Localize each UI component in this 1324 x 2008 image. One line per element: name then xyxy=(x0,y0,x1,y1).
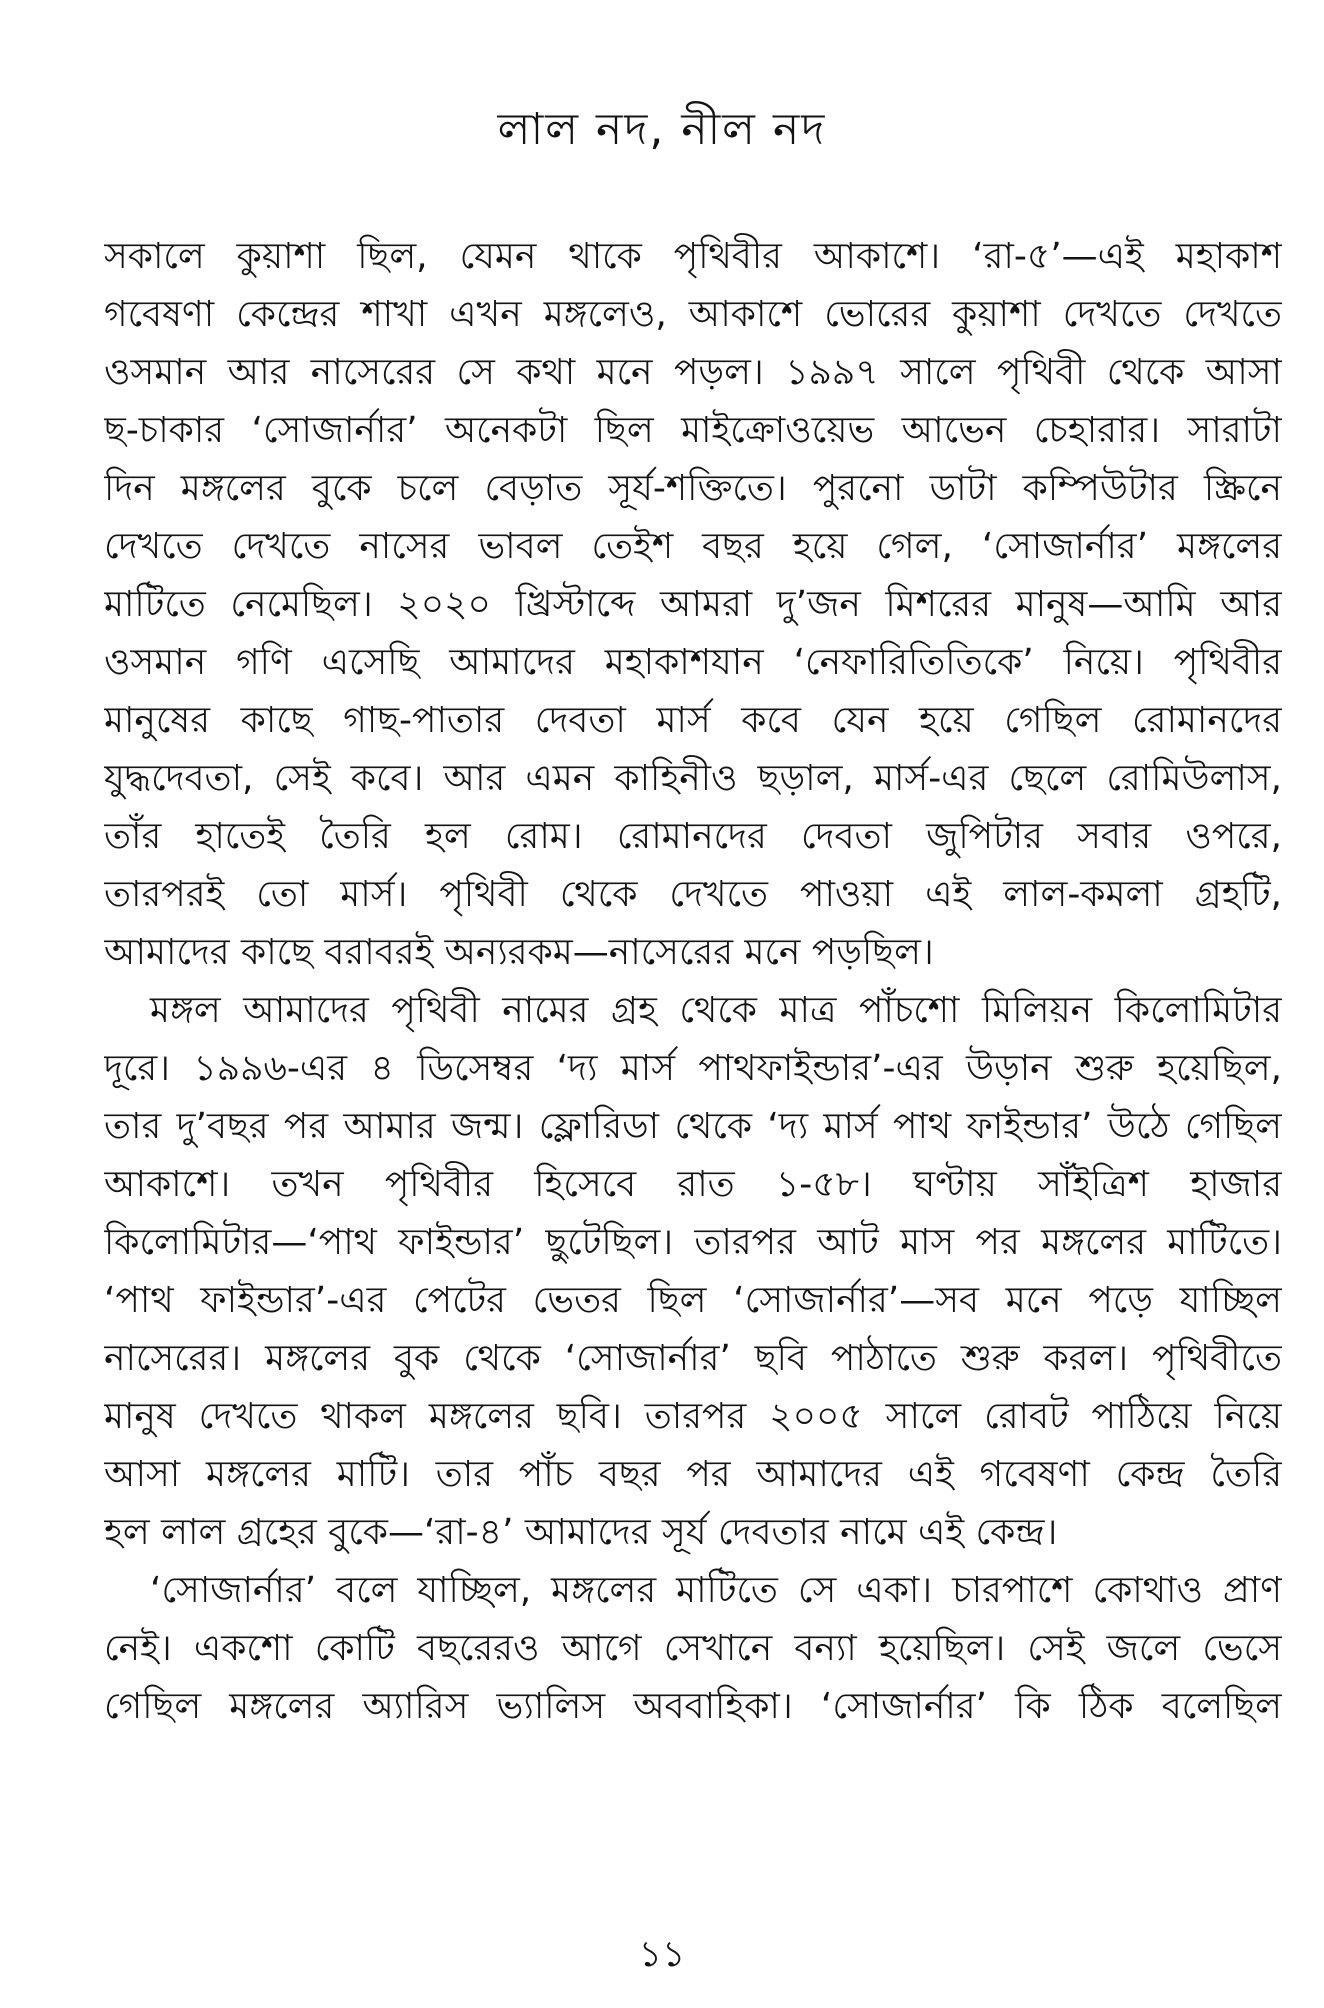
text-line: তার দু’বছর পর আমার জন্ম। ফ্লোরিডা থেকে ‘দ্য মার্স পাথ ফাইন্ডার’ উঠে গেছিল xyxy=(104,1106,1282,1147)
text-line: ওসমান গণি এসেছি আমাদের মহাকাশযান ‘নেফারিতিতিকে’ নিয়ে। পৃথিবীর xyxy=(104,642,1282,683)
text-line: ছ-চাকার ‘সোজার্নার’ অনেকটা ছিল মাইক্রোওয়েভ আভেন চেহারার। সারাটা xyxy=(104,410,1282,451)
text-line: ওসমান আর নাসেরের সে কথা মনে পড়ল। ১৯৯৭ সালে পৃথিবী থেকে আসা xyxy=(104,352,1282,393)
text-line: মাটিতে নেমেছিল। ২০২০ খ্রিস্টাব্দে আমরা দু’জন মিশরের মানুষ—আমি আর xyxy=(104,584,1282,625)
page-number: ১১ xyxy=(638,1934,686,1975)
text-line: কিলোমিটার—‘পাথ ফাইন্ডার’ ছুটেছিল। তারপর আট মাস পর মঙ্গলের মাটিতে। xyxy=(104,1222,1282,1263)
text-line: দেখতে দেখতে নাসের ভাবল তেইশ বছর হয়ে গেল, ‘সোজার্নার’ মঙ্গলের xyxy=(104,526,1282,567)
text-line: ‘সোজার্নার’ বলে যাচ্ছিল, মঙ্গলের মাটিতে সে একা। চারপাশে কোথাও প্রাণ xyxy=(150,1570,1282,1611)
text-line: তারপরই তো মার্স। পৃথিবী থেকে দেখতে পাওয়া এই লাল-কমলা গ্রহটি, xyxy=(104,874,1282,915)
text-line: আসা মঙ্গলের মাটি। তার পাঁচ বছর পর আমাদের এই গবেষণা কেন্দ্র তৈরি xyxy=(104,1454,1282,1495)
text-line: যুদ্ধদেবতা, সেই কবে। আর এমন কাহিনীও ছড়াল, মার্স-এর ছেলে রোমিউলাস, xyxy=(104,758,1282,799)
text-line: নাসেরের। মঙ্গলের বুক থেকে ‘সোজার্নার’ ছবি পাঠাতে শুরু করল। পৃথিবীতে xyxy=(104,1338,1282,1379)
body-text xyxy=(104,228,1282,1736)
text-line: দূরে। ১৯৯৬-এর ৪ ডিসেম্বর ‘দ্য মার্স পাথফাইন্ডার’-এর উড়ান শুরু হয়েছিল, xyxy=(104,1048,1282,1089)
chapter-title: লাল নদ, নীল নদ xyxy=(497,104,827,155)
text-line: তাঁর হাতেই তৈরি হল রোম। রোমানদের দেবতা জুপিটার সবার ওপরে, xyxy=(104,816,1282,857)
text-line: গেছিল মঙ্গলের অ্যারিস ভ্যালিস অববাহিকা। ‘সোজার্নার’ কি ঠিক বলেছিল xyxy=(104,1686,1282,1727)
text-line: গবেষণা কেন্দ্রের শাখা এখন মঙ্গলেও, আকাশে ভোরের কুয়াশা দেখতে দেখতে xyxy=(104,294,1282,335)
text-line: মানুষের কাছে গাছ-পাতার দেবতা মার্স কবে যেন হয়ে গেছিল রোমানদের xyxy=(104,700,1282,741)
text-line: নেই। একশো কোটি বছরেরও আগে সেখানে বন্যা হয়েছিল। সেই জলে ভেসে xyxy=(104,1628,1282,1669)
text-line: মানুষ দেখতে থাকল মঙ্গলের ছবি। তারপর ২০০৫ সালে রোবট পাঠিয়ে নিয়ে xyxy=(104,1396,1282,1437)
text-line: আমাদের কাছে বরাবরই অন্যরকম—নাসেরের মনে পড়ছিল। xyxy=(104,932,934,973)
text-line: ‘পাথ ফাইন্ডার’-এর পেটের ভেতর ছিল ‘সোজার্নার’—সব মনে পড়ে যাচ্ছিল xyxy=(104,1280,1282,1321)
text-line: সকালে কুয়াশা ছিল, যেমন থাকে পৃথিবীর আকাশে। ‘রা-৫’—এই মহাকাশ xyxy=(104,236,1282,277)
text-line: হল লাল গ্রহের বুকে—‘রা-৪’ আমাদের সূর্য দেবতার নামে এই কেন্দ্র। xyxy=(104,1512,1058,1553)
text-line: দিন মঙ্গলের বুকে চলে বেড়াত সূর্য-শক্তিতে। পুরনো ডাটা কম্পিউটার স্ক্রিনে xyxy=(104,468,1282,509)
text-line: মঙ্গল আমাদের পৃথিবী নামের গ্রহ থেকে মাত্র পাঁচশো মিলিয়ন কিলোমিটার xyxy=(150,990,1282,1031)
text-line: আকাশে। তখন পৃথিবীর হিসেবে রাত ১-৫৮। ঘণ্টায় সাঁইত্রিশ হাজার xyxy=(104,1164,1282,1205)
